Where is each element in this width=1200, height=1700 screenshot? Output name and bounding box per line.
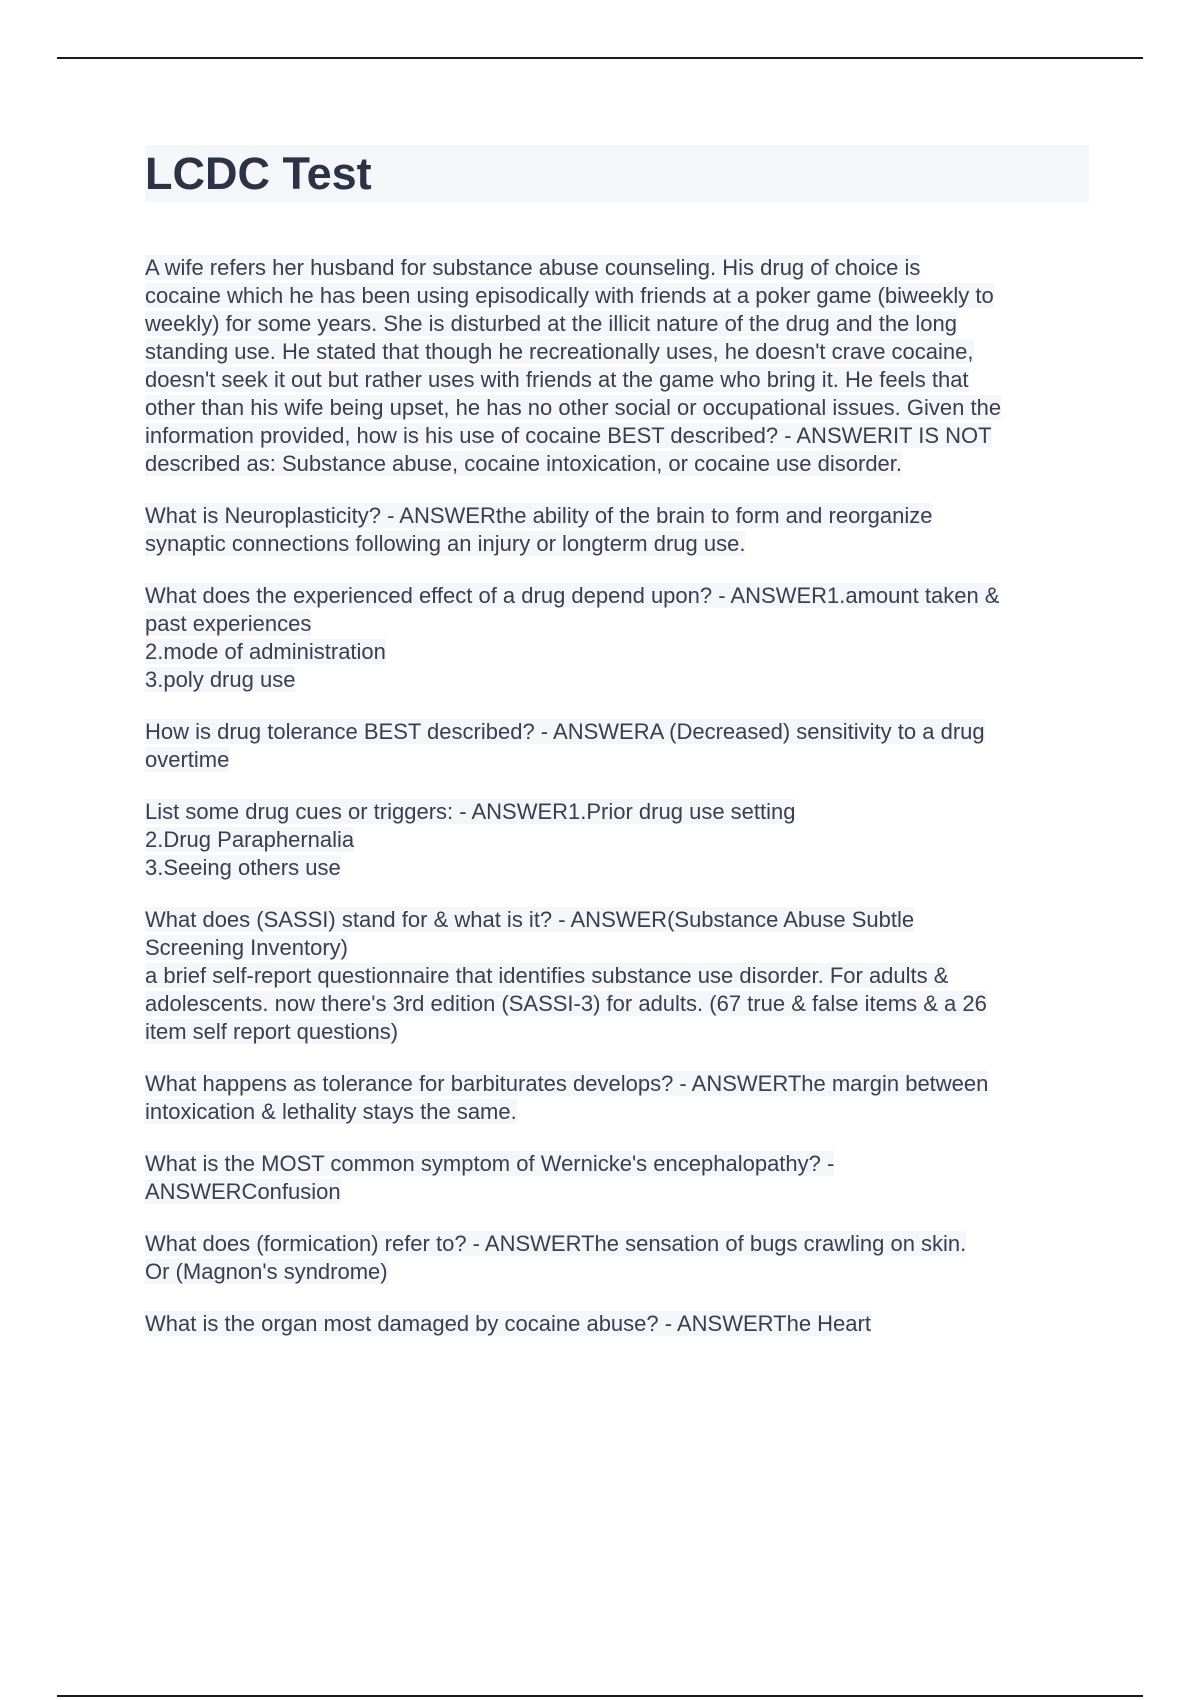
qa-item — [145, 1150, 1089, 1206]
qa-line — [145, 366, 1089, 394]
qa-line-text: a brief self-report questionnaire that identifies substance use disorder. For adults & — [145, 963, 949, 988]
qa-line-text: doesn't seek it out but rather uses with friends at the game who bring it. He feels that — [145, 367, 969, 392]
qa-line — [145, 962, 1089, 990]
qa-line-text: weekly) for some years. She is disturbed at the illicit nature of the drug and the long — [145, 311, 957, 336]
qa-line-text: What happens as tolerance for barbiturates develops? - ANSWERThe margin between — [145, 1071, 989, 1096]
qa-line-text: A wife refers her husband for substance abuse counseling. His drug of choice is — [145, 255, 921, 280]
qa-line — [145, 1178, 1089, 1206]
qa-line-text: What does (SASSI) stand for & what is it? - ANSWER(Substance Abuse Subtle — [145, 907, 915, 932]
qa-list — [145, 254, 1089, 1338]
qa-line-text: 2.mode of administration — [145, 639, 386, 664]
qa-item — [145, 254, 1089, 478]
qa-item — [145, 1230, 1089, 1286]
qa-line-text: information provided, how is his use of cocaine BEST described? - ANSWERIT IS NOT — [145, 423, 992, 448]
qa-line — [145, 934, 1089, 962]
qa-line — [145, 1098, 1089, 1126]
qa-line-text: item self report questions) — [145, 1019, 399, 1044]
qa-line-text: adolescents. now there's 3rd edition (SASSI-3) for adults. (67 true & false items & a 26 — [145, 991, 987, 1016]
qa-item — [145, 906, 1089, 1046]
qa-line — [145, 530, 1089, 558]
qa-line-text: synaptic connections following an injury or longterm drug use. — [145, 531, 746, 556]
qa-line-text: What is the organ most damaged by cocaine abuse? - ANSWERThe Heart — [145, 1311, 871, 1336]
qa-line — [145, 1150, 1089, 1178]
qa-item — [145, 1310, 1089, 1338]
qa-line — [145, 854, 1089, 882]
qa-item — [145, 1070, 1089, 1126]
qa-line-text: What does the experienced effect of a drug depend upon? - ANSWER1.amount taken & — [145, 583, 1000, 608]
document-title: LCDC Test — [145, 148, 372, 199]
qa-line-text: What does (formication) refer to? - ANSWERThe sensation of bugs crawling on skin. — [145, 1231, 967, 1256]
qa-line — [145, 338, 1089, 366]
qa-line-text: 3.Seeing others use — [145, 855, 341, 880]
qa-line — [145, 610, 1089, 638]
footer-rule — [57, 1695, 1143, 1697]
qa-line-text: Screening Inventory) — [145, 935, 348, 960]
qa-line — [145, 1230, 1089, 1258]
qa-line — [145, 826, 1089, 854]
qa-line — [145, 582, 1089, 610]
qa-line-text: other than his wife being upset, he has no other social or occupational issues. Given the — [145, 395, 1002, 420]
qa-line-text: intoxication & lethality stays the same. — [145, 1099, 517, 1124]
qa-item — [145, 502, 1089, 558]
qa-line-text: What is Neuroplasticity? - ANSWERthe ability of the brain to form and reorganize — [145, 503, 933, 528]
qa-line-text: ANSWERConfusion — [145, 1179, 341, 1204]
qa-item — [145, 718, 1089, 774]
qa-line-text: Or (Magnon's syndrome) — [145, 1259, 388, 1284]
qa-line-text: What is the MOST common symptom of Wernicke's encephalopathy? - — [145, 1151, 835, 1176]
qa-line-text: past experiences — [145, 611, 312, 636]
qa-line-text: 2.Drug Paraphernalia — [145, 827, 355, 852]
qa-line — [145, 1018, 1089, 1046]
qa-line-text: overtime — [145, 747, 230, 772]
qa-line-text: cocaine which he has been using episodically with friends at a poker game (biweekly to — [145, 283, 994, 308]
title-bar — [145, 145, 1089, 202]
document-page — [145, 145, 1089, 1362]
qa-line — [145, 906, 1089, 934]
qa-line — [145, 502, 1089, 530]
qa-line — [145, 254, 1089, 282]
qa-line — [145, 1310, 1089, 1338]
qa-line — [145, 310, 1089, 338]
qa-line — [145, 718, 1089, 746]
qa-line — [145, 450, 1089, 478]
qa-line — [145, 666, 1089, 694]
qa-line — [145, 746, 1089, 774]
qa-line-text: 3.poly drug use — [145, 667, 296, 692]
qa-line — [145, 1070, 1089, 1098]
qa-line — [145, 638, 1089, 666]
qa-line — [145, 422, 1089, 450]
qa-line — [145, 394, 1089, 422]
qa-line-text: How is drug tolerance BEST described? - ANSWERA (Decreased) sensitivity to a drug — [145, 719, 985, 744]
qa-line-text: standing use. He stated that though he recreationally uses, he doesn't crave cocaine, — [145, 339, 974, 364]
qa-line-text: List some drug cues or triggers: - ANSWER1.Prior drug use setting — [145, 799, 796, 824]
qa-line — [145, 798, 1089, 826]
qa-item — [145, 582, 1089, 694]
qa-line — [145, 282, 1089, 310]
qa-item — [145, 798, 1089, 882]
header-rule — [57, 57, 1143, 59]
qa-line — [145, 990, 1089, 1018]
qa-line-text: described as: Substance abuse, cocaine intoxication, or cocaine use disorder. — [145, 451, 903, 476]
qa-line — [145, 1258, 1089, 1286]
